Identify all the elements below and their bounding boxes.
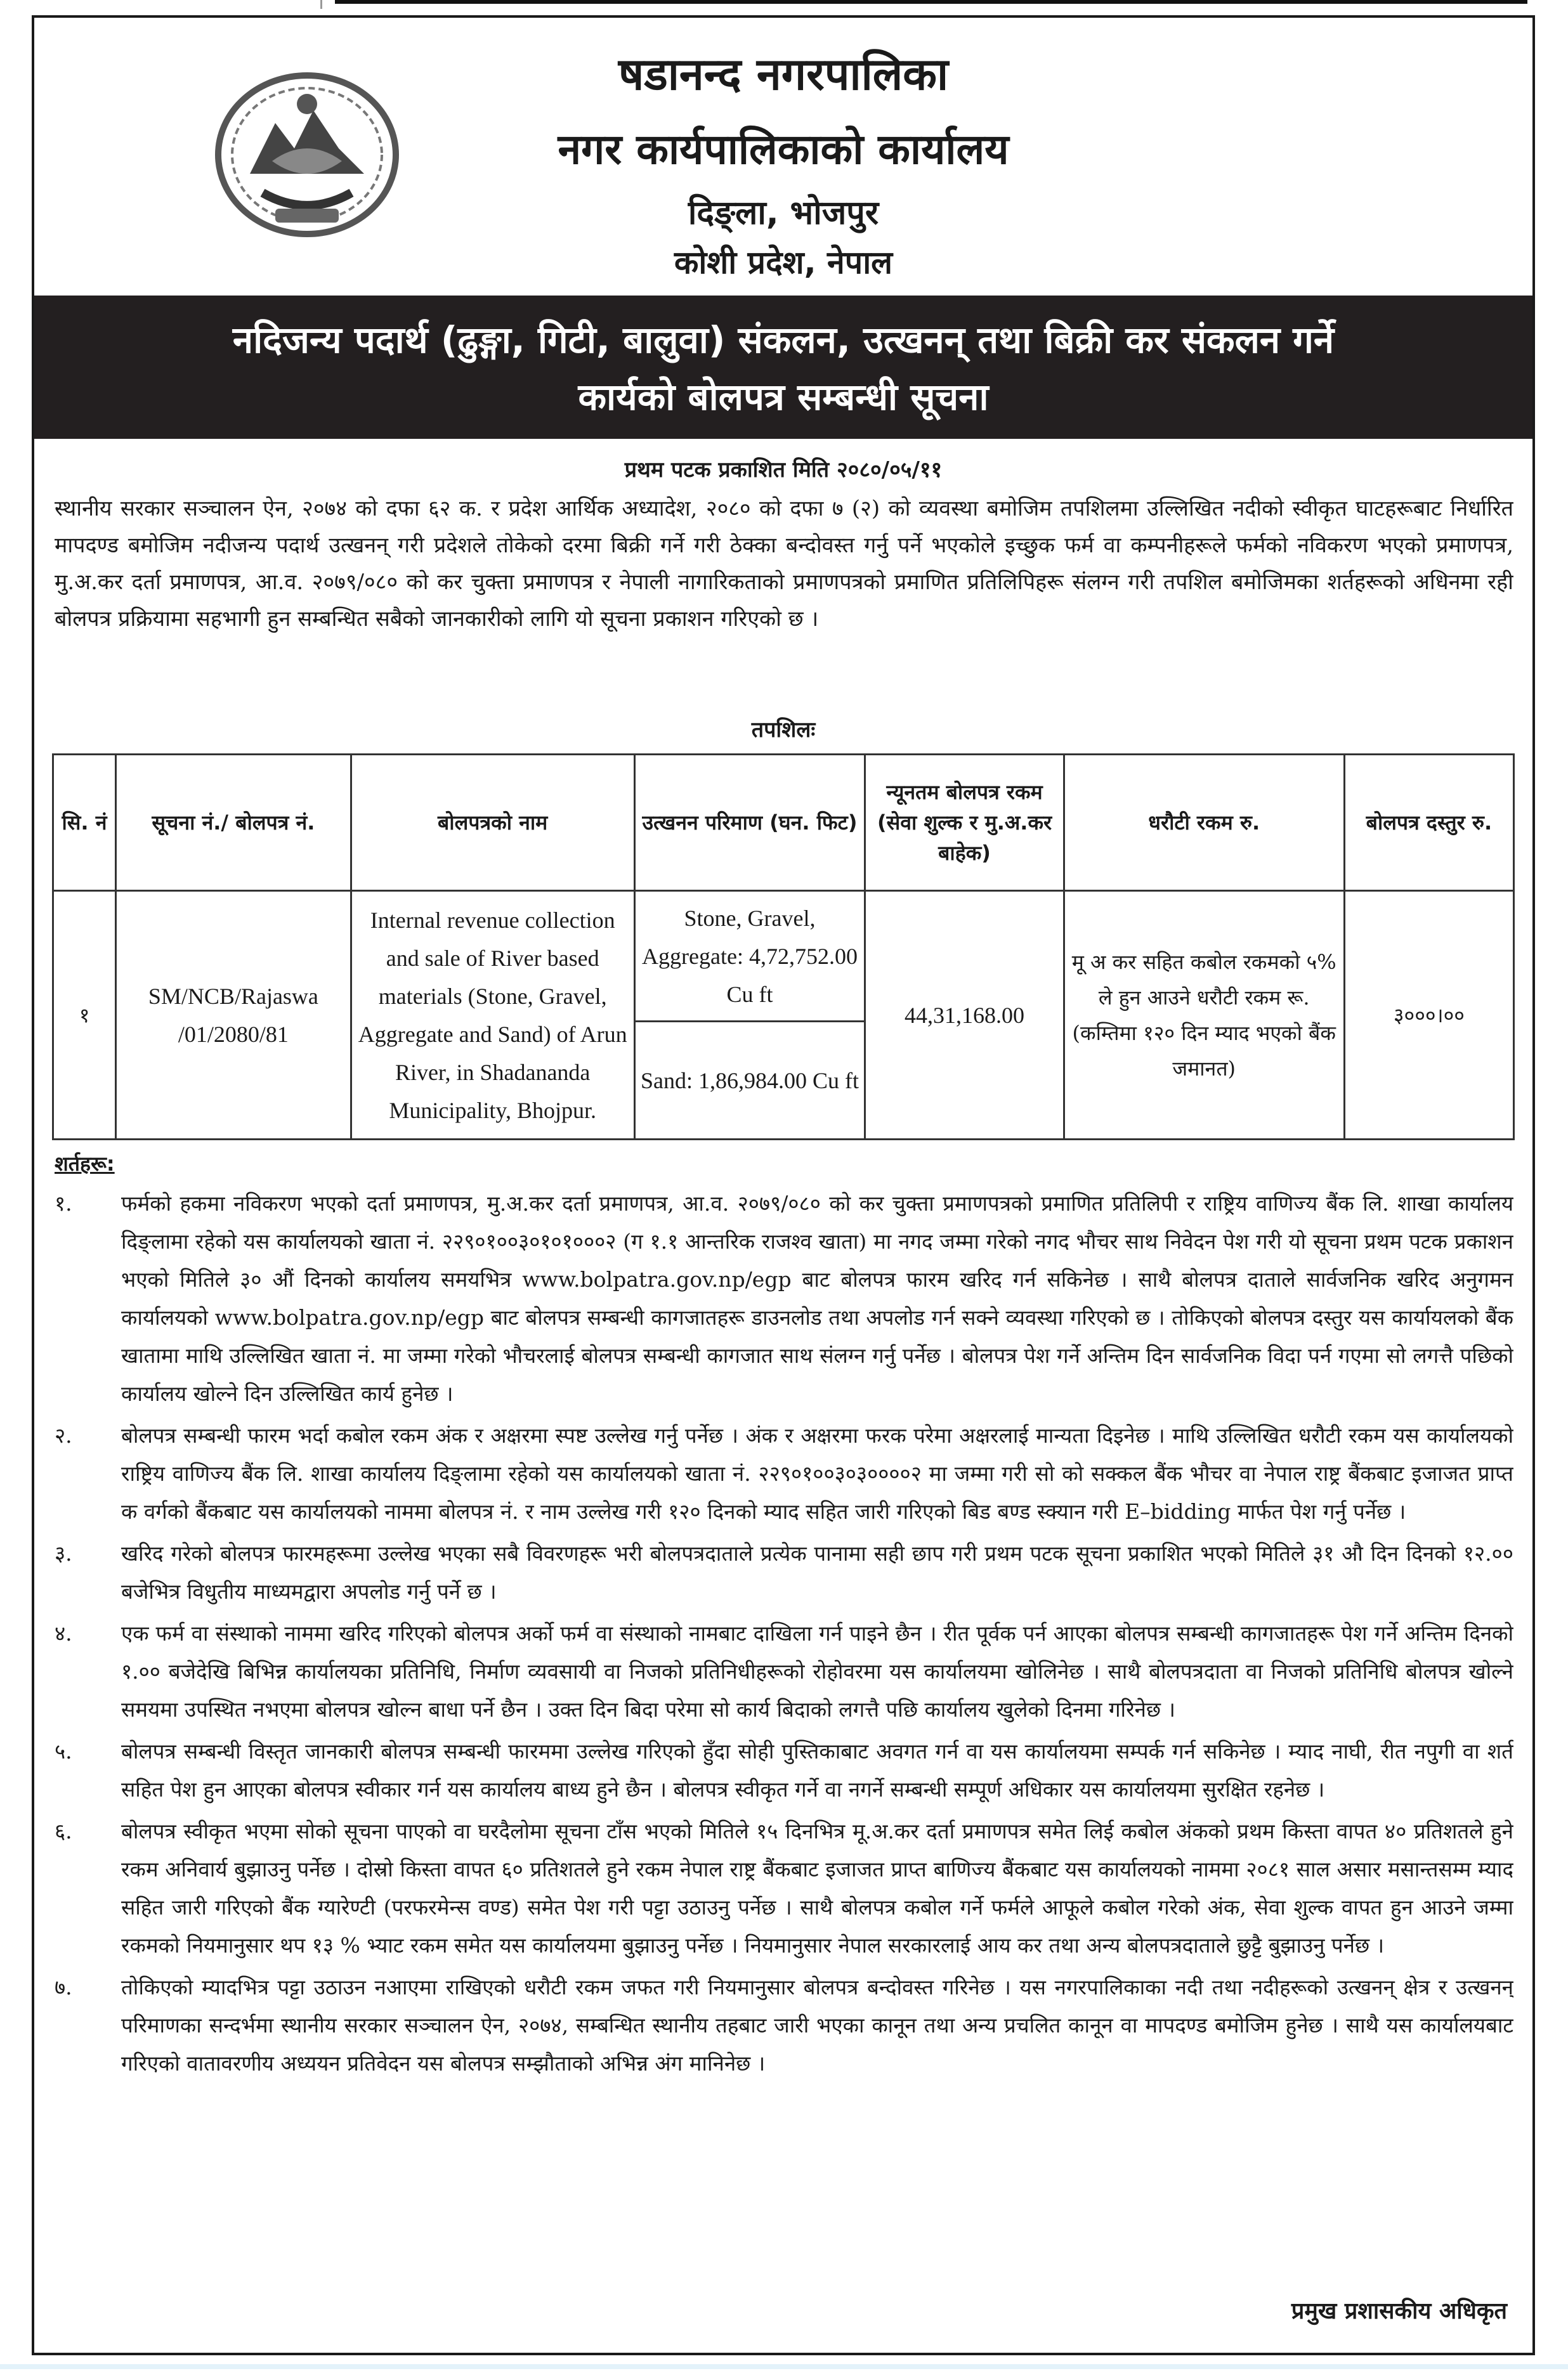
term-text: एक फर्म वा संस्थाको नाममा खरिद गरिएको बोलपत्र अर्को फर्म वा संस्थाको नामबाट दाखिला गर्न पाइने छैन । रीत पूर्वक पर्न आएका बोलपत्र सम्बन्धी कागजातहरू पेश गर्ने अन्तिम दिनको १.०० बजेदेखि बिभिन्न कार्यालयका प्रतिनिधि, निर्माण व्यवसायी वा निजको प्रतिनिधीहरूको रोहोवरमा यस कार्यालयमा खोलिनेछ । साथै बोलपत्रदाता वा निजको प्रतिनिधि बोलपत्र खोल्ने समयमा उपस्थित नभएमा बोलपत्र खोल्न बाधा पर्ने छैन । उक्त दिन बिदा परेमा सो कार्य बिदाको लगत्तै पछि कार्यालय खुलेको दिनमा गरिनेछ । <box>121 1621 1513 1722</box>
cell-fee: ३०००।०० <box>1344 891 1513 1140</box>
terms-list <box>55 1185 1513 2256</box>
term-text: बोलपत्र सम्बन्धी विस्तृत जानकारी बोलपत्र सम्बन्धी फारममा उल्लेख गरिएको हुँदा सोही पुस्तिकाबाट अवगत गर्न वा यस कार्यालयमा सम्पर्क गर्न सकिनेछ । म्याद नाघी, रीत नपुगी वा शर्त सहित पेश हुन आएका बोलपत्र स्वीकार गर्न यस कार्यालय बाध्य हुने छैन । बोलपत्र स्वीकृत गर्ने वा नगर्ने सम्बन्धी सम्पूर्ण अधिकार यस कार्यालयमा सुरक्षित रहनेछ । <box>121 1739 1513 1802</box>
notice-header <box>34 18 1532 290</box>
col-header-deposit: धरौटी रकम रु. <box>1064 755 1344 891</box>
term-item-3 <box>55 1535 1513 1611</box>
top-strip <box>0 0 1568 9</box>
col-header-notice-no: सूचना नं./ बोलपत्र नं. <box>116 755 351 891</box>
terms-heading: शर्तहरू: <box>55 1152 115 1176</box>
intro-paragraph: स्थानीय सरकार सञ्चालन ऐन, २०७४ को दफा ६२ क. र प्रदेश आर्थिक अध्यादेश, २०८० को दफा ७ (२) को व्यवस्था बमोजिम तपशिलमा उल्लिखित नदीको स्वीकृत घाटहरूबाट निर्धारित मापदण्ड बमोजिम नदीजन्य पदार्थ उत्खनन् गरी प्रदेशले तोकेको दरमा बिक्री गर्ने गरी ठेक्का बन्दोवस्त गर्नु पर्ने भएकोले इच्छुक फर्म वा कम्पनीहरूले फर्मको नविकरण भएको प्रमाणपत्र, मु.अ.कर दर्ता प्रमाणपत्र, आ.व. २०७९/०८० को कर चुक्ता प्रमाणपत्र र नेपाली नागारिकताको प्रमाणपत्रको प्रमाणित प्रतिलिपिहरू संलग्न गरी तपशिल बमोजिमका शर्तहरूको अधिनमा रही बोलपत्र प्रक्रियामा सहभागी हुन सम्बन्धित सबैको जानकारीको लागि यो सूचना प्रकाशन गरिएको छ । <box>55 496 1513 632</box>
col-header-quantity: उत्खनन परिमाण (घन. फिट) <box>634 755 865 891</box>
term-number: ४. <box>55 1621 72 1646</box>
cell-bid-name: Internal revenue collection and sale of River based materials (Stone, Gravel, Aggregate and Sand) of Arun River, in Shadananda Municipality, Bhojpur. <box>351 891 634 1140</box>
term-item-4 <box>55 1615 1513 1729</box>
term-number: ७. <box>55 1975 72 2000</box>
schedule-title: तपशिलः <box>751 717 816 743</box>
term-number: २. <box>55 1423 72 1448</box>
term-item-1 <box>55 1185 1513 1413</box>
footer-strip <box>0 2364 1568 2369</box>
term-text: बोलपत्र स्वीकृत भएमा सोको सूचना पाएको वा घरदैलोमा सूचना टाँस भएको मितिले १५ दिनभित्र मू.अ.कर दर्ता प्रमाणपत्र समेत लिई कबोल अंकको प्रथम किस्ता वापत ४० प्रतिशतले हुने रकम अनिवार्य बुझाउनु पर्नेछ । दोस्रो किस्ता वापत ६० प्रतिशतले हुने रकम नेपाल राष्ट्र बैंकबाट इजाजत प्राप्त बाणिज्य बैंकबाट यस कार्यालयको नाममा २०८१ साल असार मसान्तसम्म म्याद सहित जारी गरिएको बैंक ग्यारेण्टी (परफरमेन्स वण्ड) समेत पेश गरी पट्टा उठाउनु पर्नेछ । साथै बोलपत्र कबोल गर्ने फर्मले आफूले कबोल गरेको अंक, सेवा शुल्क वापत हुन आउने जम्मा रकमको नियमानुसार थप १३ % भ्याट रकम समेत यस कार्यालयमा बुझाउनु पर्नेछ । नियमानुसार नेपाल सरकारलाई आय कर तथा अन्य बोलपत्रदाताले छुट्टै बुझाउनु पर्नेछ । <box>121 1819 1513 1958</box>
table-header-row <box>53 755 1514 891</box>
notice-sheet <box>32 15 1535 2355</box>
term-text: फर्मको हकमा नविकरण भएको दर्ता प्रमाणपत्र, मु.अ.कर दर्ता प्रमाणपत्र, आ.व. २०७९/०८० को कर चुक्ता प्रमाणपत्रको प्रमाणित प्रतिलिपी र राष्ट्रिय वाणिज्य बैंक लि. शाखा कार्यालय दिङ्लामा रहेको यस कार्यालयको खाता नं. २२९०१००३०१०१०००२ (ग १.१ आन्तरिक राजश्व खाता) मा नगद जम्मा गरेको नगद भौचर साथ निवेदन पेश गरी यो सूचना प्रथम पटक प्रकाशन भएको मितिले ३० औं दिनको कार्यालय समयभित्र www.bolpatra.gov.np/egp बाट बोलपत्र फारम खरिद गर्न सकिनेछ । साथै बोलपत्र दाताले सार्वजनिक खरिद अनुगमन कार्यालयको www.bolpatra.gov.np/egp बाट बोलपत्र सम्बन्धी कागजातहरू डाउनलोड तथा अपलोड गर्न सक्ने व्यवस्था गरिएको छ । तोकिएको बोलपत्र दस्तुर यस कार्यायलको बैंक खातामा माथि उल्लिखित खाता नं. मा जम्मा गरेको भौचरलाई बोलपत्र सम्बन्धी कागजात साथ संलग्न गर्नु पर्नेछ । बोलपत्र पेश गर्ने अन्तिम दिन सार्वजनिक विदा पर्न गएमा सो लगत्तै पछिको कार्यालय खोल्ने दिन उल्लिखित कार्य हुनेछ । <box>121 1191 1513 1406</box>
col-header-sn: सि. नं <box>53 755 116 891</box>
term-item-7 <box>55 1968 1513 2083</box>
cell-qty-stone: Stone, Gravel, Aggregate: 4,72,752.00 Cu ft <box>634 891 865 1022</box>
cell-qty-sand: Sand: 1,86,984.00 Cu ft <box>634 1022 865 1140</box>
term-item-2 <box>55 1417 1513 1531</box>
office-province: कोशी प्रदेश, नेपाल <box>674 244 893 281</box>
term-number: ५. <box>55 1739 72 1764</box>
term-item-6 <box>55 1812 1513 1965</box>
term-number: ३. <box>55 1541 72 1566</box>
col-header-min-amount: न्यूनतम बोलपत्र रकम (सेवा शुल्क र मु.अ.कर बाहेक) <box>865 755 1064 891</box>
term-text: खरिद गरेको बोलपत्र फारमहरूमा उल्लेख भएका सबै विवरणहरू भरी बोलपत्रदाताले प्रत्येक पानामा सही छाप गरी प्रथम पटक सूचना प्रकाशित भएको मितिले ३१ औ दिन दिनको १२.०० बजेभित्र विधुतीय माध्यमद्वारा अपलोड गर्नु पर्ने छ । <box>121 1541 1513 1604</box>
schedule-table <box>52 753 1515 1140</box>
cell-min-amount: 44,31,168.00 <box>865 891 1064 1140</box>
col-header-bid-name: बोलपत्रको नाम <box>351 755 634 891</box>
col-header-fee: बोलपत्र दस्तुर रु. <box>1344 755 1513 891</box>
municipality-name: षडानन्द नगरपालिका <box>618 48 949 100</box>
term-number: १. <box>55 1191 72 1216</box>
notice-title-line-1: नदिजन्य पदार्थ (ढुङ्गा, गिटी, बालुवा) संकलन, उत्खनन् तथा बिक्री कर संकलन गर्ने <box>232 318 1335 361</box>
cell-notice-no: SM/NCB/Rajaswa /01/2080/81 <box>116 891 351 1140</box>
term-number: ६. <box>55 1819 72 1844</box>
header-rule <box>335 0 1527 4</box>
publication-date: प्रथम पटक प्रकाशित मिति २०८०/०५/११ <box>624 457 943 483</box>
table-row <box>53 891 1514 1022</box>
cell-sn: १ <box>53 891 116 1140</box>
term-item-5 <box>55 1733 1513 1809</box>
cell-deposit: मू अ कर सहित कबोल रकमको ५% ले हुन आउने धरौटी रकम रू. (कम्तिमा १२० दिन म्याद भएको बैंक जमानत) <box>1064 891 1344 1140</box>
term-text: बोलपत्र सम्बन्धी फारम भर्दा कबोल रकम अंक र अक्षरमा स्पष्ट उल्लेख गर्नु पर्नेछ । अंक र अक्षरमा फरक परेमा अक्षरलाई मान्यता दिइनेछ । माथि उल्लिखित धरौटी रकम यस कार्यालयको राष्ट्रिय वाणिज्य बैंक लि. शाखा कार्यालय दिङ्लामा रहेको यस कार्यालयको खाता नं. २२९०१००३०३००००२ मा जम्मा गरी सो को सक्कल बैंक भौचर वा नेपाल राष्ट्र बैंकबाट इजाजत प्राप्त क वर्गको बैंकबाट यस कार्यालयको नाममा बोलपत्र नं. र नाम उल्लेख गरी १२० दिनको म्याद सहित जारी गरिएको बिड बण्ड स्क्यान गरी E–bidding मार्फत पेश गर्नु पर्नेछ । <box>121 1423 1513 1524</box>
signatory-title: प्रमुख प्रशासकीय अधिकृत <box>1291 2298 1507 2324</box>
notice-title-banner <box>34 296 1532 439</box>
office-location: दिङ्ला, भोजपुर <box>688 194 879 232</box>
office-name: नगर कार्यपालिकाको कार्यालय <box>558 125 1009 174</box>
term-text: तोकिएको म्यादभित्र पट्टा उठाउन नआएमा राखिएको धरौटी रकम जफत गरी नियमानुसार बोलपत्र बन्दोवस्त गरिनेछ । यस नगरपालिकाका नदी तथा नदीहरूको उत्खनन् क्षेत्र र उत्खनन् परिमाणका सन्दर्भमा स्थानीय सरकार सञ्चालन ऐन, २०७४, सम्बन्धित स्थानीय तहबाट जारी भएका कानून तथा अन्य प्रचलित कानून वा मापदण्ड बमोजिम हुनेछ । साथै यस कार्यालयबाट गरिएको वातावरणीय अध्ययन प्रतिवेदन यस बोलपत्र सम्झौताको अभिन्न अंग मानिनेछ । <box>121 1975 1513 2076</box>
page-divider <box>320 0 322 9</box>
notice-title-line-2: कार्यको बोलपत्र सम्बन्धी सूचना <box>578 375 989 419</box>
